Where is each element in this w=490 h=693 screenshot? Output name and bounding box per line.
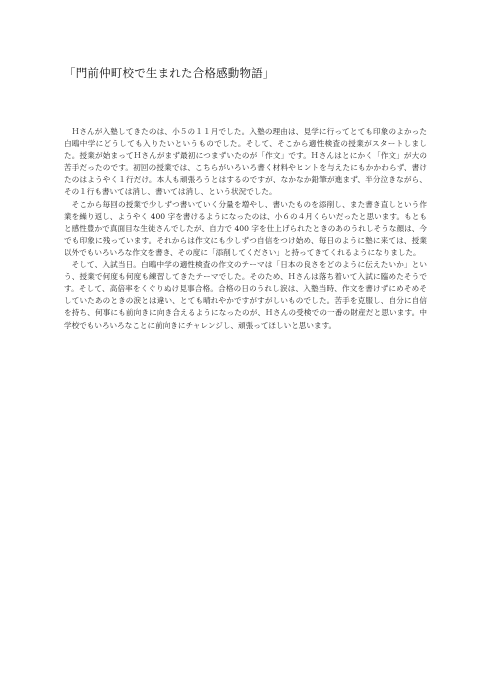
paragraph: そして、入試当日。白鴎中学の適性検査の作文のテーマは「日本の良さをどのように伝えたいか」という、授業で何度も何度も練習してきたテーマでした。そのため、Ｈさんは落ち着いて入試に臨めたそうです。そして、高倍率をくぐりぬけ見事合格。合格の日のうれし涙は、入塾当時、作文を書けずにめそめそしていたあのときの涙とは違い、とても晴れやかですがすがしいものでした。苦手を克服し、自分に自信を持ち、何事にも前向きに向き合えるようになったのが、Ｈさんの受検での一番の財産だと思います。中学校でもいろいろなことに前向きにチャレンジし、頑張ってほしいと思います。 bbox=[64, 260, 427, 330]
paragraph: Ｈさんが入塾してきたのは、小５の１１月でした。入塾の理由は、見学に行ってとても印象のよかった白鴎中学にどうしても入りたいというものでした。そして、そこから適性検査の授業がスタートしました。授業が始まってＨさんがまず最初につまずいたのが「作文」です。Ｈさんはとにかく「作文」が大の苦手だったのです。初回の授業では、こちらがいろいろ書く材料やヒントを与えたにもかかわらず、書けたのはようやく１行だけ。本人も頑張ろうとはするのですが、なかなか鉛筆が進まず、半分泣きながら、その１行も書いては消し、書いては消し、という状況でした。 bbox=[64, 127, 427, 197]
document-title: 「門前仲町校で生まれた合格感動物語」 bbox=[64, 66, 275, 80]
document-body bbox=[64, 126, 427, 332]
paragraph: そこから毎回の授業で少しずつ書いていく分量を増やし、書いたものを添削し、また書き直しという作業を繰り返し、ようやく 400 字を書けるようになったのは、小６の４月くらいだったと思います。もともと感性豊かで真面目な生徒さんでしたが、自力で 400 字を仕上げられたときのあのうれしそうな顔は、今でも印象に残っています。それからは作文にも少しずつ自信をつけ始め、毎日のように塾に来ては、授業以外でもいろいろな作文を書き、その度に「添削してください」と持ってきてくれるようになりました。 bbox=[64, 199, 427, 257]
